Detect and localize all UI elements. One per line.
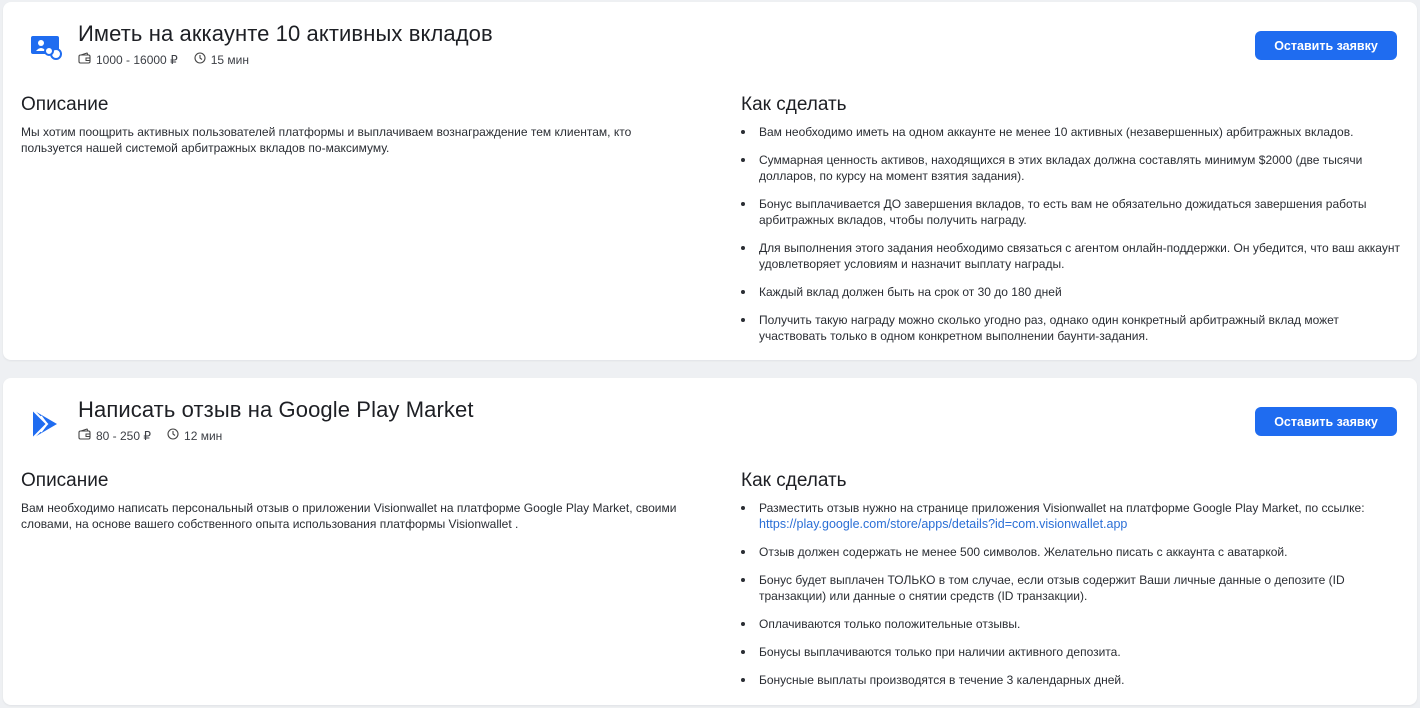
wallet-icon — [78, 428, 96, 443]
list-item: Бонусы выплачиваются только при наличии активного депозита. — [741, 644, 1403, 660]
wallet-icon — [78, 52, 96, 67]
steps-list — [741, 124, 1403, 344]
list-item: Бонус будет выплачен ТОЛЬКО в том случае, если отзыв содержит Ваши личные данные о депозите (ID транзакции) или данные о снятии средств (ID транзакции). — [741, 572, 1403, 604]
reward-info — [78, 428, 151, 443]
howto-title: Как сделать — [741, 94, 847, 115]
description-text: Мы хотим поощрить активных пользователей платформы и выплачиваем вознаграждение тем клиентам, кто пользуется нашей системой арбитражных вкладов по-максимуму. — [21, 125, 632, 155]
google-play-link[interactable]: https://play.google.com/store/apps/details?id=com.visionwallet.app — [759, 517, 1128, 531]
clock-icon — [194, 52, 211, 67]
list-item: Суммарная ценность активов, находящихся в этих вкладах должна составлять минимум $2000 (две тысячи долларов, по курсу на момент взятия задания). — [741, 152, 1403, 184]
list-item: Для выполнения этого задания необходимо связаться с агентом онлайн-поддержки. Он убедится, что ваш аккаунт удовлетворяет условиям и назначит выплату награды. — [741, 240, 1403, 272]
apply-button[interactable]: Оставить заявку — [1255, 31, 1397, 60]
duration-info — [194, 52, 249, 67]
description-title: Описание — [21, 470, 109, 491]
list-item — [741, 500, 1403, 532]
howto-title: Как сделать — [741, 470, 847, 491]
user-account-icon — [27, 30, 63, 66]
task-title: Написать отзыв на Google Play Market — [78, 397, 474, 422]
reward-range: 80 - 250 ₽ — [96, 428, 152, 443]
list-item: Бонусные выплаты производятся в течение 3 календарных дней. — [741, 672, 1403, 688]
task-card — [3, 2, 1417, 360]
reward-info — [78, 52, 178, 67]
list-item: Вам необходимо иметь на одном аккаунте не менее 10 активных (незавершенных) арбитражных вкладов. — [741, 124, 1403, 140]
clock-icon — [167, 428, 184, 443]
howto-section — [741, 94, 1403, 356]
task-meta — [78, 52, 265, 67]
description-section — [21, 470, 681, 532]
apply-button[interactable]: Оставить заявку — [1255, 407, 1397, 436]
task-title: Иметь на аккаунте 10 активных вкладов — [78, 21, 493, 46]
list-item: Оплачиваются только положительные отзывы. — [741, 616, 1403, 632]
description-text: Вам необходимо написать персональный отзыв о приложении Visionwallet на платформе Google Play Market, своими словами, на основе вашего собственного опыта использования платформы Visionwallet . — [21, 501, 677, 531]
howto-section — [741, 470, 1403, 700]
duration-value: 12 мин — [184, 428, 223, 443]
steps-list — [741, 500, 1403, 688]
duration-value: 15 мин — [210, 52, 249, 67]
reward-range: 1000 - 16000 ₽ — [96, 52, 178, 67]
list-item: Каждый вклад должен быть на срок от 30 до 180 дней — [741, 284, 1403, 300]
task-card — [3, 378, 1417, 705]
description-title: Описание — [21, 94, 109, 115]
step-link-intro: Разместить отзыв нужно на странице приложения Visionwallet на платформе Google Play Market, по ссылке: — [759, 501, 1365, 515]
task-meta — [78, 428, 238, 443]
description-section — [21, 94, 681, 156]
list-item: Получить такую награду можно сколько угодно раз, однако один конкретный арбитражный вклад может участвовать только в одном конкретном выполнении баунти-задания. — [741, 312, 1403, 344]
list-item: Бонус выплачивается ДО завершения вкладов, то есть вам не обязательно дожидаться завершения работы арбитражных вкладов, чтобы получить награду. — [741, 196, 1403, 228]
google-play-icon — [27, 406, 63, 442]
duration-info — [167, 428, 222, 443]
list-item: Отзыв должен содержать не менее 500 символов. Желательно писать с аккаунта с аватаркой. — [741, 544, 1403, 560]
